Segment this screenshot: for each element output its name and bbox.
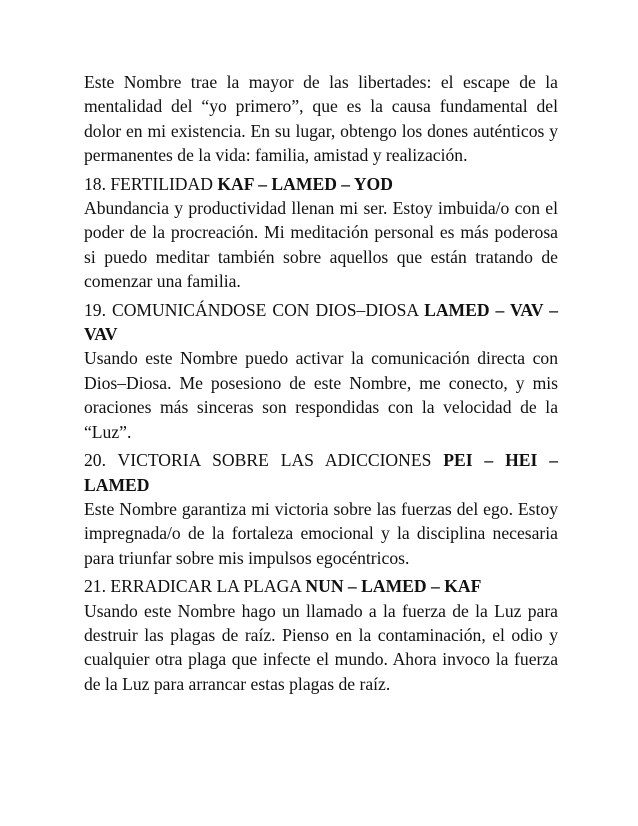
section-letters: NUN – LAMED – KAF — [305, 576, 482, 597]
section-body: Este Nombre garantiza mi victoria sobre las fuerzas del ego. Estoy impregnada/o de la fortaleza emocional y la disciplina necesaria para triunfar sobre mis impulsos egocéntricos. — [84, 498, 558, 568]
section-title: 20. VICTORIA SOBRE LAS ADICCIONES — [84, 450, 432, 471]
section-letters: LAMED – VAV – VAV — [84, 299, 558, 345]
section-title: 21. ERRADICAR LA PLAGA — [84, 576, 302, 597]
section-body: Usando este Nombre hago un llamado a la fuerza de la Luz para destruir las plagas de raíz. Pienso en la contaminación, el odio y cualquier otra plaga que infecte el mundo. Ahora invoco la fuerza de la Luz para arrancar estas plagas de raíz. — [84, 600, 558, 694]
intro-paragraph: Este Nombre trae la mayor de las libertades: el escape de la mentalidad del “yo primero”, que es la causa fundamental del dolor en mi existencia. En su lugar, obtengo los dones auténticos y permanentes de la vida: familia, amistad y realización. — [84, 72, 558, 166]
section-heading-21 — [84, 574, 558, 696]
section-heading-19 — [84, 298, 558, 444]
section-heading-18 — [84, 172, 558, 294]
section-body: Usando este Nombre puedo activar la comunicación directa con Dios–Diosa. Me posesiono de este Nombre, me conecto, y mis oraciones más sinceras son respondidas con la velocidad de la “Luz”. — [84, 348, 558, 442]
section-letters: KAF – LAMED – YOD — [217, 173, 393, 194]
section-title: 18. FERTILIDAD — [84, 173, 213, 194]
section-letters: PEI – HEI – LAMED — [84, 450, 558, 495]
section-heading-20 — [84, 448, 558, 570]
section-title: 19. COMUNICÁNDOSE CON DIOS–DIOSA — [84, 299, 419, 320]
section-body: Abundancia y productividad llenan mi ser. Estoy imbuida/o con el poder de la procreación. Mi meditación personal es más poderosa si puedo meditar también sobre aquellos que están tratando de comenzar una familia. — [84, 198, 558, 292]
